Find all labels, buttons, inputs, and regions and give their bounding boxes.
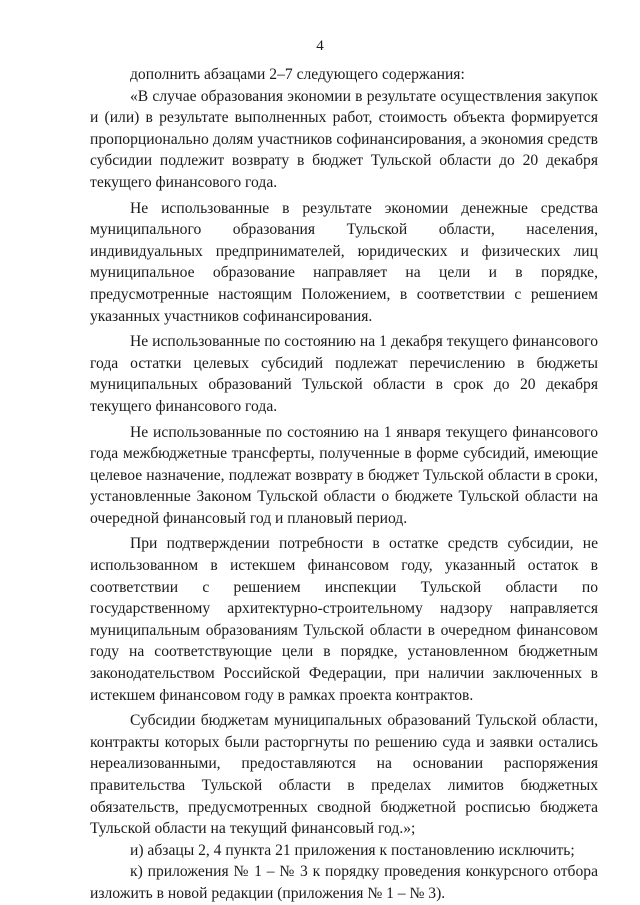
document-body <box>90 64 598 905</box>
page-number: 4 <box>316 38 324 54</box>
paragraph-economy: «В случае образования экономии в результате осуществления закупок и (или) в результате выполненных работ, стоимость объекта формируется пропорционально долям участников софинансирования, а экономия средств субсидии подлежит возврату в бюджет Тульской области до 20 декабря текущего финансового года. <box>90 87 598 191</box>
paragraph-intro: дополнить абзацами 2–7 следующего содержания: <box>130 66 465 83</box>
paragraph-terminated-contracts: Субсидии бюджетам муниципальных образований Тульской области, контракты которых были расторгнуты по решению суда и заявки остались нереализованными, предоставляются на основании распоряжения правительства Тульской области в пределах лимитов бюджетных обязательств, предусмотренных сводной бюджетной росписью бюджета Тульской области на текущий финансовый год.»; <box>90 712 598 838</box>
paragraph-item-i: и) абзацы 2, 4 пункта 21 приложения к постановлению исключить; <box>130 841 575 859</box>
paragraph-item-k: к) приложения № 1 – № 3 к порядку проведения конкурсного отбора изложить в новой редакции (приложения № 1 – № 3). <box>90 863 598 902</box>
paragraph-remaining-subsidy: При подтверждении потребности в остатке средств субсидии, не использованном в истекшем финансовом году, указанный остаток в соответствии с решением инспекции Тульской области по государственному архитектурно-строительному надзору направляется муниципальным образованиям Тульской области в очередном финансовом году на соответствующие цели в порядке, установленном бюджетным законодательством Российской Федерации, при наличии заключенных в истекшем финансовом году в рамках проекта контрактов. <box>90 535 598 704</box>
paragraph-unused-funds: Не использованные в результате экономии денежные средства муниципального образования Тульской области, населения, индивидуальных предпринимателей, юридических и физических лиц муниципальное образование направляет на цели и в порядке, предусмотренные настоящим Положением, в соответствии с решением указанных участников софинансирования. <box>90 199 598 325</box>
paragraph-december-balances: Не использованные по состоянию на 1 декабря текущего финансового года остатки целевых субсидий подлежат перечислению в бюджеты муниципальных образований Тульской области в срок до 20 декабря текущего финансового года. <box>90 333 598 415</box>
paragraph-january-transfers: Не использованные по состоянию на 1 января текущего финансового года межбюджетные трансферты, полученные в форме субсидий, имеющие целевое назначение, подлежат возврату в бюджет Тульской области в сроки, установленные Законом Тульской области о бюджете Тульской области на очередной финансовый год и плановый период. <box>90 423 598 527</box>
